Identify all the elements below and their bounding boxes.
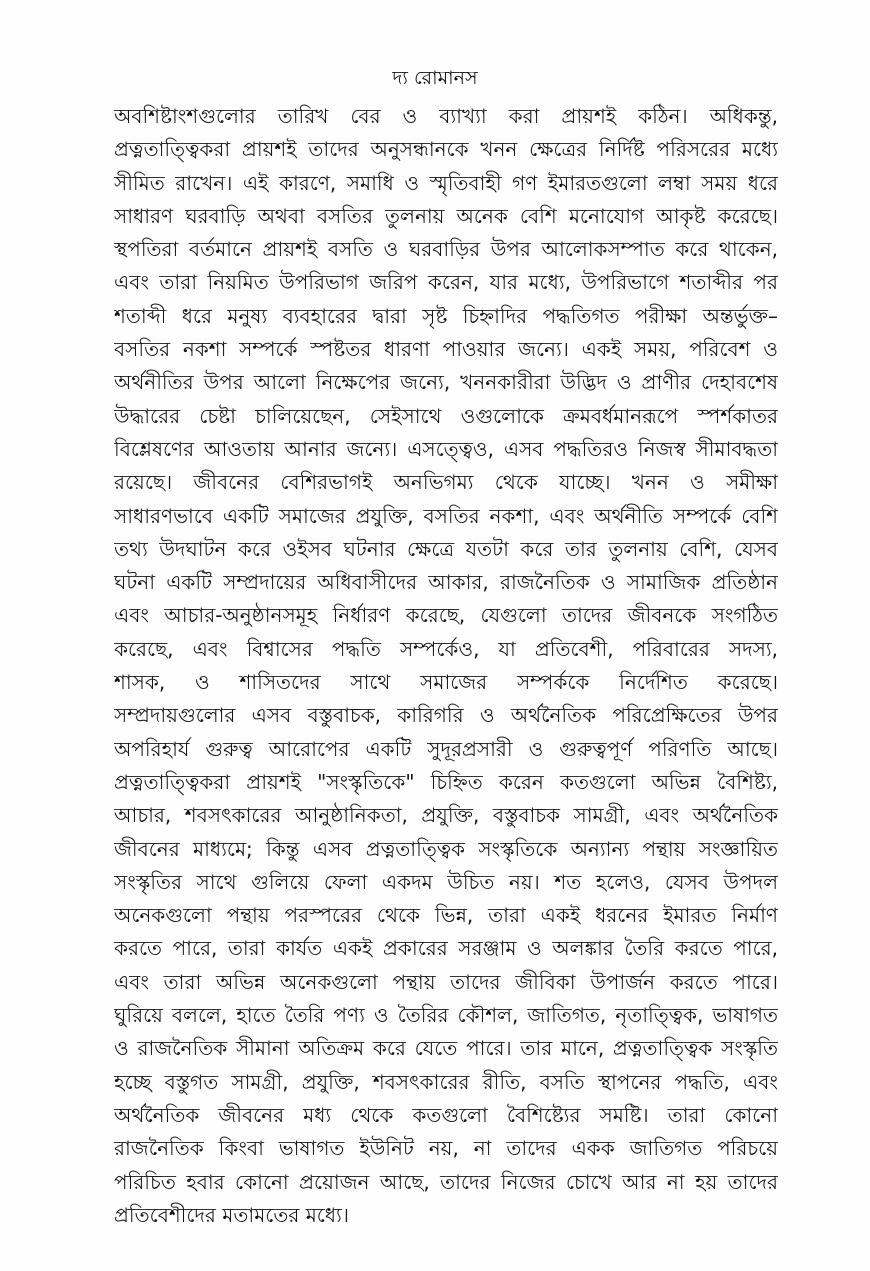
text-line: এবং তারা অভিন্ন অনেকগুলো পন্থায় তাদের জীবিকা উপার্জন করতে পারে।: [114, 969, 778, 994]
text-line: তথ্য উদঘাটন করে ওইসব ঘটনার ক্ষেত্রে যতটা করে তার তুলনায় বেশি, যেসব: [114, 536, 778, 561]
text-line: আচার, শবসৎকারের আনুষ্ঠানিকতা, প্রযুক্তি, বস্তুবাচক সামগ্রী, এবং অর্থনৈতিক: [114, 803, 778, 828]
text-line: রয়েছে। জীবনের বেশিরভাগই অনভিগম্য থেকে যাচ্ছে। খনন ও সমীক্ষা: [114, 470, 778, 495]
text-line: অবশিষ্টাংশগুলোর তারিখ বের ও ব্যাখ্যা করা প্রায়শই কঠিন। অধিকন্তু,: [114, 104, 778, 128]
text-line: ঘটনা একটি সম্প্রদায়ের অধিবাসীদের আকার, রাজনৈতিক ও সামাজিক প্রতিষ্ঠান: [114, 570, 778, 595]
text-line: করেছে, এবং বিশ্বাসের পদ্ধতি সম্পর্কেও, যা প্রতিবেশী, পরিবারের সদস্য,: [114, 636, 778, 661]
text-line: প্রত্নতাত্ত্বিকরা প্রায়শই তাদের অনুসন্ধানকে খনন ক্ষেত্রের নির্দিষ্ট পরিসরের মধ্যে: [114, 137, 778, 162]
text-line: সাধারণ ঘরবাড়ি অথবা বসতির তুলনায় অনেক বেশি মনোযোগ আকৃষ্ট করেছে।: [114, 203, 778, 228]
text-line: স্থপতিরা বর্তমানে প্রায়শই বসতি ও ঘরবাড়ির উপর আলোকসম্পাত করে থাকেন,: [114, 237, 778, 262]
text-line: সাধারণভাবে একটি সমাজের প্রযুক্তি, বসতির নকশা, এবং অর্থনীতি সম্পর্কে বেশি: [114, 503, 778, 528]
text-line: অপরিহার্য গুরুত্ব আরোপের একটি সুদূরপ্রসারী ও গুরুত্বপূর্ণ পরিণতি আছে।: [114, 736, 778, 761]
text-line: প্রতিবেশীদের মতামতের মধ্যে।: [114, 1202, 350, 1227]
text-line: এবং আচার-অনুষ্ঠানসমূহ নির্ধারণ করেছে, যেগুলো তাদের জীবনকে সংগঠিত: [114, 603, 778, 628]
body-paragraph: [114, 100, 778, 1232]
running-header: দ্য রোমানস: [392, 67, 478, 89]
text-line: সংস্কৃতির সাথে গুলিয়ে ফেলা একদম উচিত নয়। শত হলেও, যেসব উপদল: [114, 869, 778, 894]
text-line: শতাব্দী ধরে মনুষ্য ব্যবহারের দ্বারা সৃষ্ট চিহ্নাদির পদ্ধতিগত পরীক্ষা অন্তর্ভুক্ত–: [114, 303, 778, 328]
text-line: হচ্ছে বস্তুগত সামগ্রী, প্রযুক্তি, শবসৎকারের রীতি, বসতি স্থাপনের পদ্ধতি, এবং: [114, 1069, 778, 1094]
text-line: রাজনৈতিক কিংবা ভাষাগত ইউনিট নয়, না তাদের একক জাতিগত পরিচয়ে: [114, 1136, 778, 1161]
text-line: অর্থনৈতিক জীবনের মধ্য থেকে কতগুলো বৈশিষ্ট্যের সমষ্টি। তারা কোনো: [114, 1102, 778, 1127]
text-line: শাসক, ও শাসিতদের সাথে সমাজের সম্পর্ককে নির্দেশিত করেছে।: [114, 670, 778, 695]
text-line: বসতির নকশা সম্পর্কে স্পষ্টতর ধারণা পাওয়ার জন্যে। একই সময়, পরিবেশ ও: [114, 337, 778, 362]
text-line: উদ্ধারের চেষ্টা চালিয়েছেন, সেইসাথে ওগুলোকে ক্রমবর্ধমানরূপে স্পর্শকাতর: [114, 403, 778, 428]
text-line: করতে পারে, তারা কার্যত একই প্রকারের সরঞ্জাম ও অলঙ্কার তৈরি করতে পারে,: [114, 936, 778, 961]
text-line: ও রাজনৈতিক সীমানা অতিক্রম করে যেতে পারে। তার মানে, প্রত্নতাত্ত্বিক সংস্কৃতি: [114, 1036, 778, 1061]
text-line: ঘুরিয়ে বললে, হাতে তৈরি পণ্য ও তৈরির কৌশল, জাতিগত, নৃতাত্ত্বিক, ভাষাগত: [114, 1003, 778, 1028]
text-line: জীবনের মাধ্যমে; কিন্তু এসব প্রত্নতাত্ত্বিক সংস্কৃতিকে অন্যান্য পন্থায় সংজ্ঞায়িত: [114, 836, 778, 861]
text-line: প্রত্নতাত্ত্বিকরা প্রায়শই "সংস্কৃতিকে" চিহ্নিত করেন কতগুলো অভিন্ন বৈশিষ্ট্য,: [114, 769, 778, 794]
text-line: এবং তারা নিয়মিত উপরিভাগ জরিপ করেন, যার মধ্যে, উপরিভাগে শতাব্দীর পর: [114, 270, 778, 295]
text-line: অর্থনীতির উপর আলো নিক্ষেপের জন্যে, খননকারীরা উদ্ভিদ ও প্রাণীর দেহাবশেষ: [114, 370, 778, 395]
text-line: অনেকগুলো পন্থায় পরস্পরের থেকে ভিন্ন, তারা একই ধরনের ইমারত নির্মাণ: [114, 903, 778, 928]
text-line: সীমিত রাখেন। এই কারণে, সমাধি ও স্মৃতিবাহী গণ ইমারতগুলো লম্বা সময় ধরে: [114, 170, 778, 195]
text-line: বিশ্লেষণের আওতায় আনার জন্যে। এসত্ত্বেও, এসব পদ্ধতিরও নিজস্ব সীমাবদ্ধতা: [114, 436, 778, 461]
text-line: পরিচিত হবার কোনো প্রয়োজন আছে, তাদের নিজের চোখে আর না হয় তাদের: [114, 1169, 778, 1194]
text-line: সম্প্রদায়গুলোর এসব বস্তুবাচক, কারিগরি ও অর্থনৈতিক পরিপ্রেক্ষিতের উপর: [114, 703, 778, 728]
